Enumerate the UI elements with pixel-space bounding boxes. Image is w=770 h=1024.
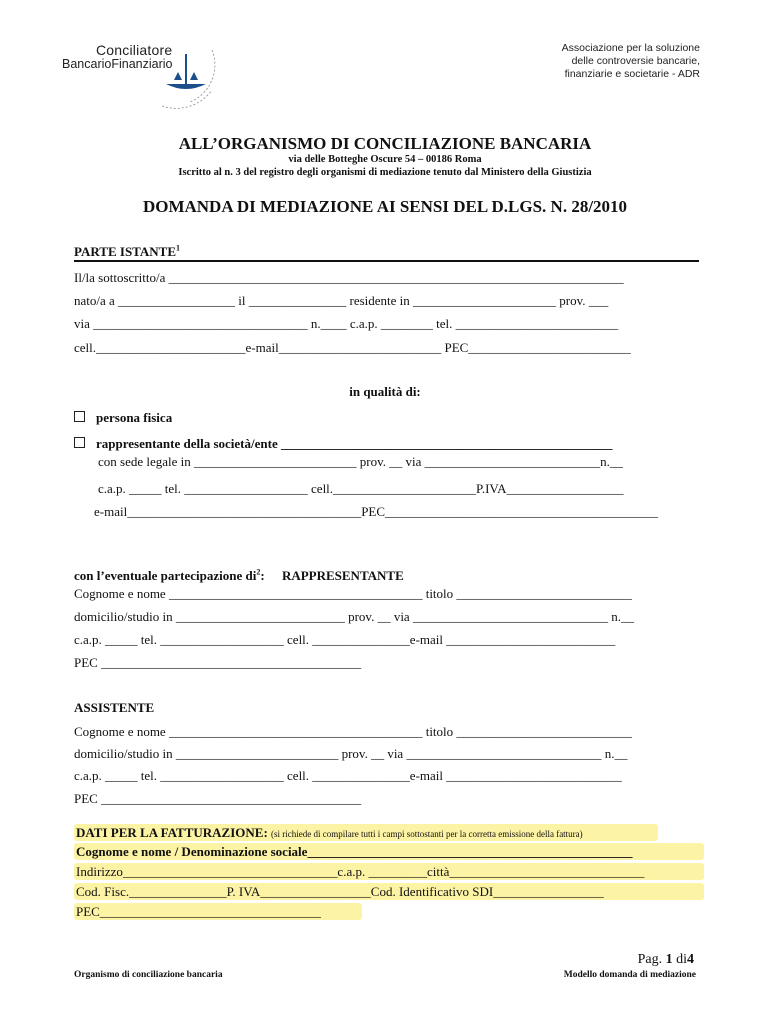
association-line: delle controversie bancarie,: [571, 55, 700, 67]
rappresentante-heading: [74, 568, 404, 584]
rappresentante-label: RAPPRESENTANTE: [281, 568, 404, 583]
fatturazione-heading: [76, 825, 583, 841]
page-total: 4: [687, 952, 694, 967]
form-line: via _________________________________ n.____ c.a.p. ________ tel. _________________________: [74, 316, 619, 331]
page-current: 1: [665, 952, 673, 967]
form-line: Il/la sottoscritto/a ______________________________________________________________________: [74, 270, 624, 285]
footer-left: Organismo di conciliazione bancaria: [74, 970, 223, 980]
rappresentante-prefix: con l’eventuale partecipazione di: [74, 568, 257, 583]
footer-right: Modello domanda di mediazione: [563, 970, 696, 980]
page-prefix: Pag.: [637, 952, 663, 967]
option-rappresentante[interactable]: [74, 436, 612, 452]
option-persona-fisica[interactable]: [74, 410, 172, 426]
main-title: DOMANDA DI MEDIAZIONE AI SENSI DEL D.LGS. N. 28/2010: [142, 197, 628, 216]
page-number: [638, 952, 694, 968]
form-line: domicilio/studio in __________________________ prov. __ via ______________________________ n.__: [74, 609, 634, 624]
organism-address: via delle Botteghe Oscure 54 – 00186 Roma: [288, 154, 482, 165]
option-label: rappresentante della società/ente ___________________________________________________: [96, 436, 613, 451]
form-line: cell._______________________e-mail_________________________ PEC_________________________: [74, 340, 631, 355]
checkbox-icon[interactable]: [74, 437, 85, 448]
logo-word-bancariofinanziario: BancarioFinanziario: [62, 57, 173, 71]
page-mid: di: [676, 952, 687, 967]
form-line: PEC ________________________________________: [74, 791, 362, 806]
form-line: Cognome e nome _______________________________________ titolo ___________________________: [74, 724, 632, 739]
form-line: domicilio/studio in _________________________ prov. __ via ______________________________ n.__: [74, 746, 628, 761]
form-line: nato/a a __________________ il _______________ residente in ______________________ prov. ___: [74, 293, 609, 308]
footnote-ref: 1: [176, 243, 181, 253]
fatturazione-label: DATI PER LA FATTURAZIONE:: [76, 825, 268, 840]
form-line: Indirizzo_________________________________c.a.p. _________città______________________________: [76, 864, 645, 879]
form-line: e-mail____________________________________PEC__________________________________________: [94, 504, 659, 519]
parte-istante-heading: [74, 244, 180, 260]
option-label: persona fisica: [96, 410, 173, 425]
form-line: c.a.p. _____ tel. ___________________ cell. _______________e-mail ___________________________: [74, 768, 622, 783]
footnote-ref: 2: [256, 567, 261, 577]
logo: [62, 40, 222, 110]
checkbox-icon[interactable]: [74, 411, 85, 422]
parte-istante-label: PARTE ISTANTE: [74, 244, 177, 259]
rappresentante-suffix: :: [260, 568, 265, 583]
form-line: con sede legale in _________________________ prov. __ via ___________________________n.__: [98, 454, 623, 469]
organism-title: ALL’ORGANISMO DI CONCILIAZIONE BANCARIA: [178, 134, 592, 153]
section-rule: [74, 260, 699, 262]
form-line: PEC ________________________________________: [74, 655, 362, 670]
association-line: Associazione per la soluzione: [561, 42, 700, 54]
form-line: c.a.p. _____ tel. ___________________ cell.______________________P.IVA__________________: [98, 481, 624, 496]
organism-registry: Iscritto al n. 3 del registro degli organismi di mediazione tenuto dal Ministero della Giustizia: [178, 167, 592, 178]
association-line: finanziarie e societarie - ADR: [564, 68, 700, 80]
fatturazione-note: (si richiede di compilare tutti i campi sottostanti per la corretta emissione della fattura): [271, 829, 583, 839]
form-line: Cod. Fisc._______________P. IVA_________________Cod. Identificativo SDI_________________: [76, 884, 604, 899]
logo-word-conciliatore: Conciliatore: [96, 42, 173, 58]
form-line: PEC__________________________________: [76, 904, 321, 919]
form-line: Cognome e nome _______________________________________ titolo ___________________________: [74, 586, 632, 601]
form-line: Cognome e nome / Denominazione sociale__________________________________________________: [76, 844, 633, 859]
assistente-heading: ASSISTENTE: [74, 700, 155, 715]
association-text: [562, 42, 700, 81]
qualita-heading: in qualità di:: [349, 384, 421, 399]
form-line: c.a.p. _____ tel. ___________________ cell. _______________e-mail __________________________: [74, 632, 616, 647]
